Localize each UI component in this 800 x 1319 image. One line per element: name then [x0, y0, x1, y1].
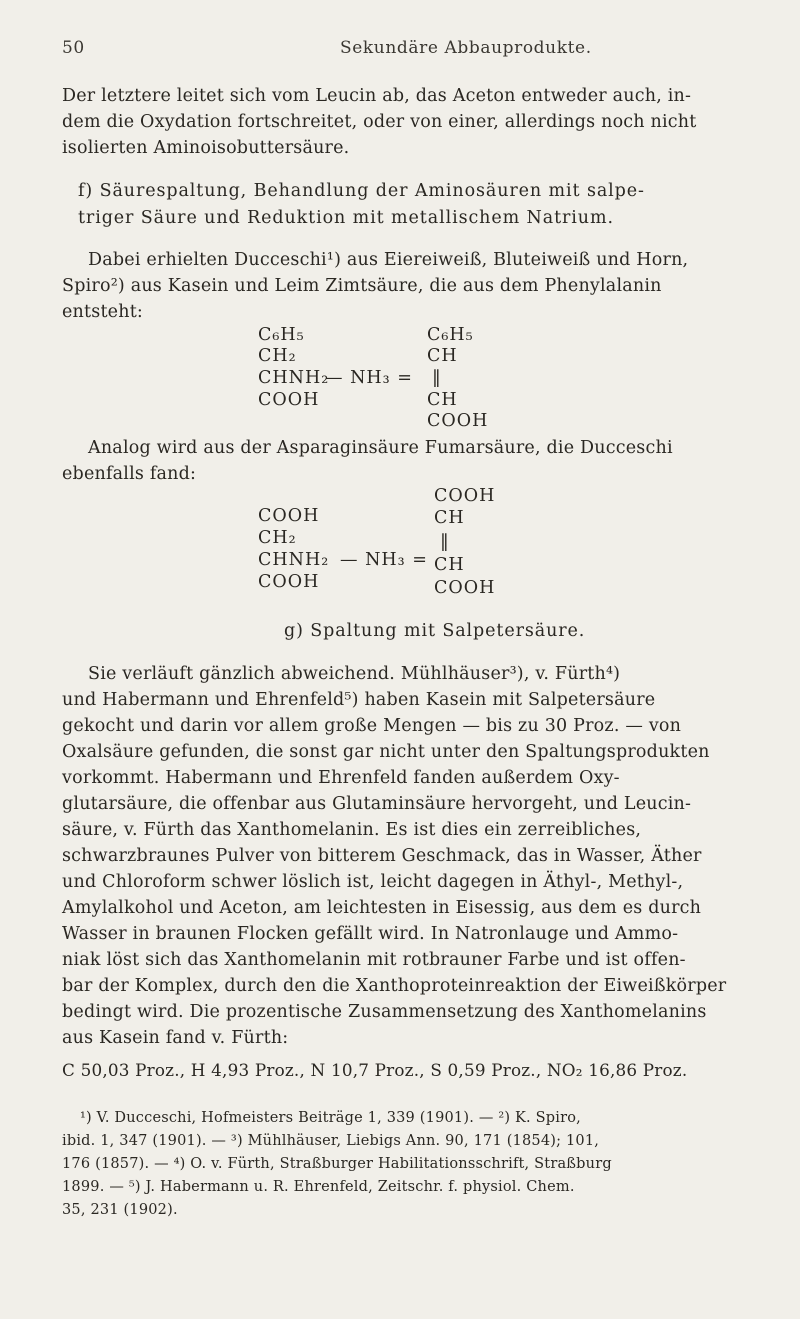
- text-line: und Chloroform schwer löslich ist, leicht dagegen in Äthyl-, Methyl-,: [62, 872, 684, 892]
- formula-right-4: CH: [434, 555, 465, 575]
- text-line: isolierten Aminoisobuttersäure.: [62, 138, 350, 158]
- formula-right-5: COOH: [427, 411, 489, 431]
- formula-right-5: COOH: [434, 578, 496, 598]
- text-line: Analog wird aus der Asparaginsäure Fumarsäure, die Ducceschi: [88, 438, 673, 458]
- text-line: Oxalsäure gefunden, die sonst gar nicht unter den Spaltungsprodukten: [62, 742, 710, 762]
- footnote-line: 176 (1857). — ⁴) O. v. Fürth, Straßburger Habilitationsschrift, Straßburg: [62, 1156, 612, 1172]
- page-number: 50: [62, 38, 85, 58]
- text-line: Der letztere leitet sich vom Leucin ab, das Aceton entweder auch, in-: [62, 86, 692, 106]
- text-line: Wasser in braunen Flocken gefällt wird. In Natronlauge und Ammo-: [62, 924, 679, 944]
- formula-right-2: CH: [427, 346, 458, 366]
- section-g-heading: g) Spaltung mit Salpetersäure.: [284, 621, 586, 641]
- text-line: Spiro²) aus Kasein und Leim Zimtsäure, die aus dem Phenylalanin: [62, 276, 662, 296]
- formula-right-3: ‖: [432, 368, 442, 388]
- text-line: aus Kasein fand v. Fürth:: [62, 1028, 289, 1048]
- text-line: und Habermann und Ehrenfeld⁵) haben Kasein mit Salpetersäure: [62, 690, 656, 710]
- heading-line: f) Säurespaltung, Behandlung der Aminosäuren mit salpe-: [78, 181, 645, 201]
- formula-left-2: CH₂: [258, 528, 297, 548]
- text-line: gekocht und darin vor allem große Mengen — bis zu 30 Proz. — von: [62, 716, 682, 736]
- formula-right-2: CH: [434, 508, 465, 528]
- text-line: Sie verläuft gänzlich abweichend. Mühlhäuser³), v. Fürth⁴): [88, 664, 621, 684]
- text-line: dem die Oxydation fortschreitet, oder von einer, allerdings noch nicht: [62, 112, 697, 132]
- running-title: Sekundäre Abbauprodukte.: [340, 38, 592, 58]
- text-line: glutarsäure, die offenbar aus Glutaminsäure hervorgeht, und Leucin-: [62, 794, 692, 814]
- footnote-line: 1899. — ⁵) J. Habermann u. R. Ehrenfeld, Zeitschr. f. physiol. Chem.: [62, 1179, 575, 1195]
- formula-operator: — NH₃ =: [325, 368, 413, 388]
- text-line: Dabei erhielten Ducceschi¹) aus Eiereiweiß, Bluteiweiß und Horn,: [88, 250, 689, 270]
- formula-right-1: COOH: [434, 486, 496, 506]
- formula-left-1: C₆H₅: [258, 325, 305, 345]
- formula-left-1: COOH: [258, 506, 320, 526]
- text-line: bar der Komplex, durch den die Xanthoproteinreaktion der Eiweißkörper: [62, 976, 727, 996]
- formula-left-4: COOH: [258, 572, 320, 592]
- formula-left-4: COOH: [258, 390, 320, 410]
- heading-line: triger Säure und Reduktion mit metallischem Natrium.: [78, 208, 614, 228]
- composition-line: C 50,03 Proz., H 4,93 Proz., N 10,7 Proz., S 0,59 Proz., NO₂ 16,86 Proz.: [62, 1060, 688, 1080]
- text-line: vorkommt. Habermann und Ehrenfeld fanden außerdem Oxy-: [62, 768, 620, 788]
- formula-operator: — NH₃ =: [340, 550, 428, 570]
- text-line: niak löst sich das Xanthomelanin mit rotbrauner Farbe und ist offen-: [62, 950, 686, 970]
- footnote-line: ibid. 1, 347 (1901). — ³) Mühlhäuser, Liebigs Ann. 90, 171 (1854); 101,: [62, 1133, 600, 1149]
- formula-right-3: ‖: [440, 532, 450, 552]
- footnote-line: 35, 231 (1902).: [62, 1202, 178, 1218]
- text-line: säure, v. Fürth das Xanthomelanin. Es ist dies ein zerreibliches,: [62, 820, 642, 840]
- formula-right-4: CH: [427, 390, 458, 410]
- formula-right-1: C₆H₅: [427, 325, 474, 345]
- text-line: ebenfalls fand:: [62, 464, 197, 484]
- text-line: bedingt wird. Die prozentische Zusammensetzung des Xanthomelanins: [62, 1002, 707, 1022]
- text-line: Amylalkohol und Aceton, am leichtesten in Eisessig, aus dem es durch: [62, 898, 702, 918]
- formula-left-2: CH₂: [258, 346, 297, 366]
- text-line: schwarzbraunes Pulver von bitterem Geschmack, das in Wasser, Äther: [62, 846, 702, 866]
- formula-left-3: CHNH₂: [258, 368, 330, 388]
- footnote-line: ¹) V. Ducceschi, Hofmeisters Beiträge 1, 339 (1901). — ²) K. Spiro,: [80, 1110, 581, 1126]
- text-line: entsteht:: [62, 302, 144, 322]
- formula-left-3: CHNH₂: [258, 550, 330, 570]
